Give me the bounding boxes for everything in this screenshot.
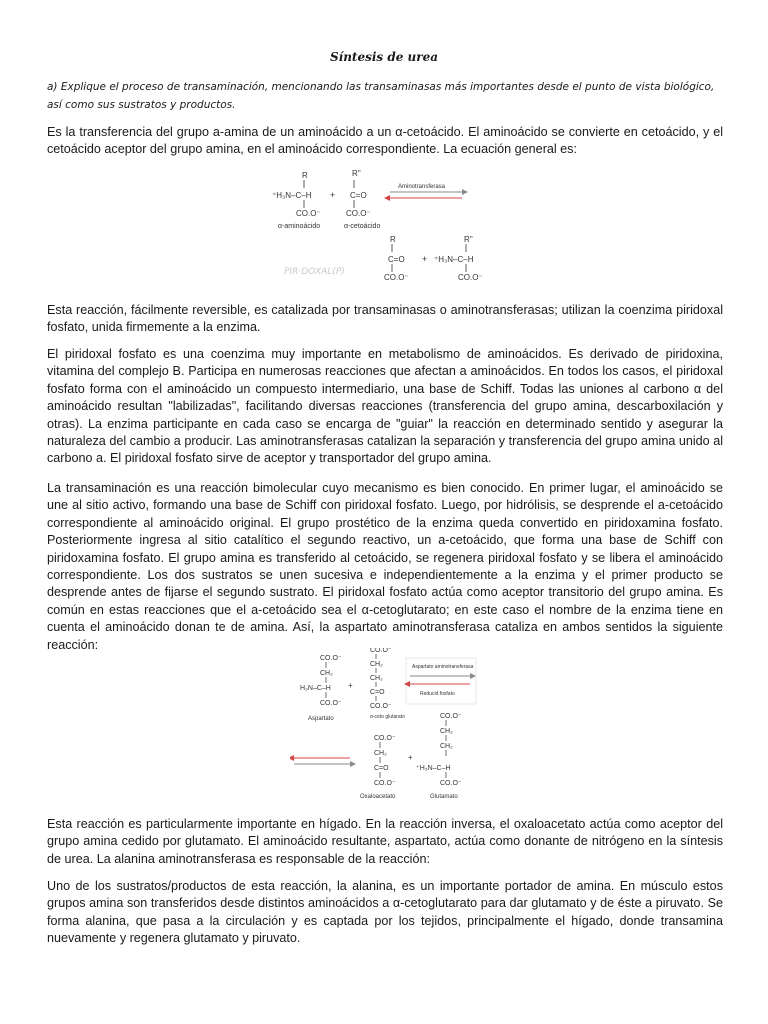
aspartate-aminotransferase-figure xyxy=(290,648,510,808)
svg-text:R: R xyxy=(390,235,396,244)
svg-text:R'': R'' xyxy=(464,235,473,244)
label-ketoglutarate: α-ceto glutarato xyxy=(370,714,405,720)
svg-text:+: + xyxy=(330,190,336,200)
label-glutamate: Glutamato xyxy=(430,794,458,800)
svg-text:R: R xyxy=(302,171,308,180)
glutamate-structure xyxy=(416,713,462,800)
label-aminoacid: α-aminoácido xyxy=(278,223,321,230)
svg-text:CH₂: CH₂ xyxy=(320,670,333,677)
svg-text:⁺H₃N–C–H: ⁺H₃N–C–H xyxy=(434,255,474,264)
transamination-equation-figure xyxy=(272,168,502,288)
alpha-aminoacid-structure xyxy=(272,171,321,218)
svg-text:CO.O⁻: CO.O⁻ xyxy=(384,273,409,282)
svg-text:CO.O⁻: CO.O⁻ xyxy=(346,209,371,218)
page-title: Síntesis de urea xyxy=(329,50,439,64)
svg-text:C=O: C=O xyxy=(370,689,385,696)
paragraph-alanine: Uno de los sustratos/productos de esta reacción, la alanina, es un importante portador de amina. En músculo estos grupos amina son transferidos desde distintos aminoácidos a α-cetoglutarato para dar glutamato y de éste a piruvato. Se forma alanina, que pasa a la circulación y es captada por los tejidos, principalmente el hígado, donde transamina nuevamente y regenera glutamato y piruvato. xyxy=(47,879,723,946)
svg-text:⁺H₃N–C–H: ⁺H₃N–C–H xyxy=(272,191,312,200)
product-cetoacid-structure xyxy=(384,235,409,282)
svg-text:CO.O⁻: CO.O⁻ xyxy=(374,780,396,787)
question-text: a) Explique el proceso de transaminación, mencionando las transaminasas más importantes desde el punto de vista biológico, así como sus sustratos y productos. xyxy=(47,81,715,111)
svg-text:C=O: C=O xyxy=(388,255,405,264)
label-cetoacid: α-cetoácido xyxy=(344,223,381,230)
svg-text:⁺H₃N–C–H: ⁺H₃N–C–H xyxy=(416,765,451,772)
paragraph-piridoxal: El piridoxal fosfato es una coenzima muy importante en metabolismo de aminoácidos. Es derivado de piridoxina, vitamina del complejo B. Participa en numerosas reacciones que afectan a aminoácidos. En todos los casos, el piridoxal fosfato forma con el aminoácido un compuesto intermediario, una base de Schiff. Todas las uniones al carbono α del aminoácido resultan "labilizadas", facilitando diversas reacciones (transferencia del grupo amina, descarboxilación y otras). La enzima participante en cada caso se encarga de "guiar" la reacción en determinado sentido y asegurar la naturaleza del cambio a producir. Las aminotransferasas catalizan la separación y transferencia del grupo amina unido al carbono a. El piridoxal fosfato sirve de aceptor y transportador del grupo amina. xyxy=(47,347,723,466)
svg-text:CO.O⁻: CO.O⁻ xyxy=(320,655,342,662)
product-aminoacid-structure xyxy=(434,235,483,282)
svg-text:CH₂: CH₂ xyxy=(440,743,453,750)
svg-text:CO.O⁻: CO.O⁻ xyxy=(374,735,396,742)
paragraph-definition: Es la transferencia del grupo a-amina de un aminoácido a un α-cetoácido. El aminoácido se convierte en cetoácido, y el cetoácido aceptor del grupo amina, en el aminoácido correspondiente. La ecuación general es: xyxy=(47,125,723,157)
enzyme-label-2: Aspartato aminotransferasa xyxy=(412,664,474,670)
svg-text:CO.O⁻: CO.O⁻ xyxy=(440,713,462,720)
paragraph-mechanism: La transaminación es una reacción bimolecular cuyo mecanismo es bien conocido. En primer lugar, el aminoácido se une al sitio activo, formando una base de Schiff con piridoxal fosfato. Luego, por hidrólisis, se desprende el a-cetoácido correspondiente al aminoácido original. El grupo prostético de la enzima queda convertido en piridoxamina fosfato. Posteriormente ingresa al sitio catalítico el segundo reactivo, un a-cetoácido, que forma una base de Schiff con piridoxamina fosfato. El grupo amina es transferido al cetoácido, se regenera piridoxal fosfato y se libera el aminoácido correspondiente. Los dos sustratos se unen sucesiva e independientemente a la enzima y el primer producto se desprende antes de fijarse el segundo sustrato. El piridoxal fosfato actúa como aceptor transitorio del grupo amina. Es común en estas reacciones que el a-cetoácido sea el α-cetoglutarato; en este caso el nombre de la enzima tiene en cuenta el aminoácido donan te de amina. Así, la aspartato aminotransferasa cataliza en ambos sentidos la siguiente reacción: xyxy=(47,481,723,652)
svg-text:CO.O⁻: CO.O⁻ xyxy=(370,703,392,710)
svg-text:CO.O⁻: CO.O⁻ xyxy=(440,780,462,787)
svg-text:CO.O⁻: CO.O⁻ xyxy=(320,700,342,707)
svg-text:CO.O⁻: CO.O⁻ xyxy=(370,648,392,654)
svg-text:C=O: C=O xyxy=(374,765,389,772)
svg-text:CH₂: CH₂ xyxy=(440,728,453,735)
svg-text:C=O: C=O xyxy=(350,191,367,200)
svg-text:R'': R'' xyxy=(352,169,361,178)
svg-text:H₃N–C–H: H₃N–C–H xyxy=(300,685,331,692)
lower-enzyme-label: Reducid fosfato xyxy=(420,691,455,697)
paragraph-reversible: Esta reacción, fácilmente reversible, es catalizada por transaminasas o aminotransferasas; utilizan la coenzima piridoxal fosfato, unida firmemente a la enzima. xyxy=(47,303,723,335)
label-oxaloacetate: Oxaloacetato xyxy=(360,794,396,800)
svg-text:+: + xyxy=(408,753,413,762)
aspartate-structure xyxy=(300,655,342,722)
svg-text:CH₂: CH₂ xyxy=(370,661,383,668)
svg-text:CO.O⁻: CO.O⁻ xyxy=(458,273,483,282)
svg-text:+: + xyxy=(422,254,428,264)
alpha-ketoglutarate-structure xyxy=(370,648,405,720)
svg-text:CH₂: CH₂ xyxy=(370,675,383,682)
alpha-cetoacid-structure xyxy=(346,169,371,218)
handwritten-note: PIR·DOXAL(P) xyxy=(284,267,345,277)
enzyme-label-1: Aminotransferasa xyxy=(398,184,446,190)
label-aspartate: Aspartato xyxy=(308,716,334,722)
svg-text:CH₂: CH₂ xyxy=(374,750,387,757)
svg-text:+: + xyxy=(348,681,353,690)
svg-text:CO.O⁻: CO.O⁻ xyxy=(296,209,321,218)
paragraph-liver: Esta reacción es particularmente importante en hígado. En la reacción inversa, el oxaloacetato actúa como aceptor del grupo amina cedido por glutamato. El aminoácido resultante, aspartato, actúa como donante de nitrógeno en la síntesis de urea. La alanina aminotransferasa es responsable de la reacción: xyxy=(47,817,723,866)
oxaloacetate-structure xyxy=(360,735,396,800)
